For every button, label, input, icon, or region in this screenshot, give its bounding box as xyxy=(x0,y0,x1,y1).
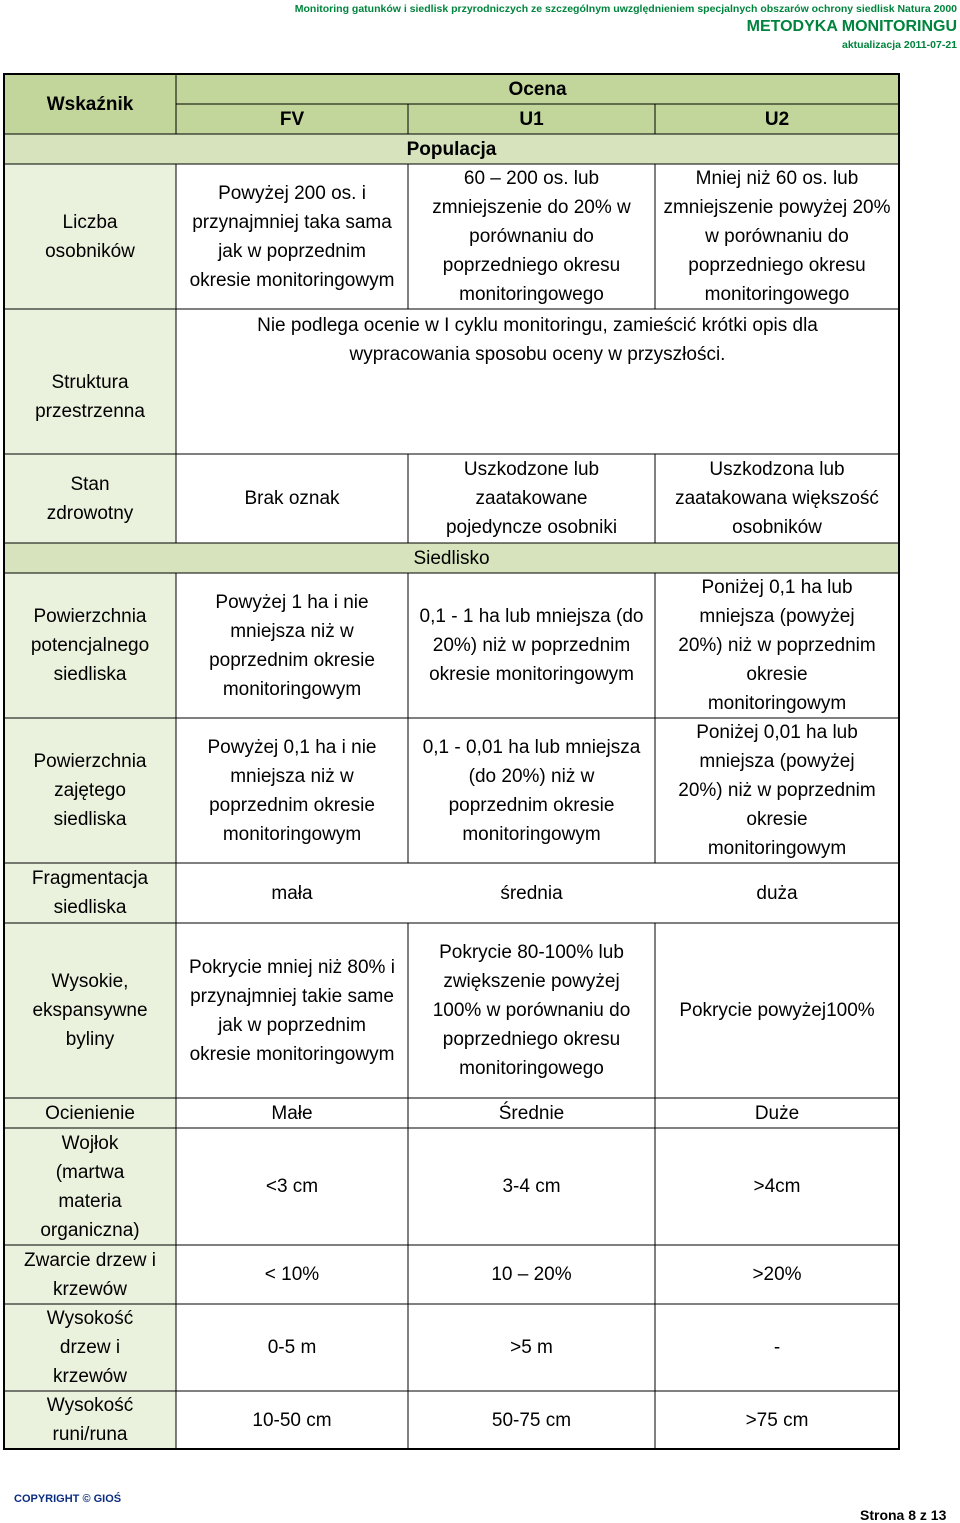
row-label-liczba-osobnikow: Liczba osobników xyxy=(4,164,176,309)
fragmentacja-fv: mała xyxy=(271,882,313,904)
pow-zaj-u2: Poniżej 0,01 ha lub mniejsza (powyżej 20%) niż w poprzednim okresie monitoringowym xyxy=(678,722,876,859)
fragmentacja-u2: duża xyxy=(756,882,798,904)
wys-drzew-fv: 0-5 m xyxy=(267,1337,317,1358)
ocienienie-u1: Średnie xyxy=(498,1102,565,1124)
stan-fv: Brak oznak xyxy=(244,488,340,509)
header-u2: U2 xyxy=(655,104,899,134)
row-label-powierzchnia-potencjalnego: Powierzchnia potencjalnego siedliska xyxy=(4,573,176,718)
header-ocena: Ocena xyxy=(176,74,899,104)
zwarcie-u1: 10 – 20% xyxy=(491,1264,572,1285)
ocienienie-fv: Małe xyxy=(271,1102,313,1124)
stan-u1: Uszkodzone lub zaatakowane pojedyncze osobniki xyxy=(445,459,618,538)
ocienienie-u2: Duże xyxy=(754,1102,800,1124)
section-populacja: Populacja xyxy=(4,134,899,164)
byliny-fv: Pokrycie mniej niż 80% i przynajmniej takie same jak w poprzednim okresie monitoringowym xyxy=(189,956,395,1065)
footer-page-number: Strona 8 z 13 xyxy=(860,1507,947,1523)
row-label-wojlok: Wojłok (martwa materia organiczna) xyxy=(4,1128,176,1245)
wys-runi-u1: 50-75 cm xyxy=(491,1409,572,1431)
wojlok-fv: <3 cm xyxy=(265,1176,319,1197)
struktura-text: Nie podlega ocenie w I cyklu monitoringu, zamieścić krótki opis dla wypracowania sposobu oceny w przyszłości. xyxy=(257,315,818,365)
row-label-byliny: Wysokie, ekspansywne byliny xyxy=(4,923,176,1098)
wojlok-u2: >4cm xyxy=(753,1176,801,1197)
row-label-fragmentacja: Fragmentacja siedliska xyxy=(4,863,176,923)
wys-runi-u2: >75 cm xyxy=(745,1409,809,1431)
pow-zaj-u1: 0,1 - 0,01 ha lub mniejsza (do 20%) niż w poprzednim okresie monitoringowym xyxy=(422,736,641,845)
liczba-u1: 60 – 200 os. lub zmniejszenie do 20% w porównaniu do poprzedniego okresu monitoringowego xyxy=(432,168,631,305)
pow-pot-u1: 0,1 - 1 ha lub mniejsza (do 20%) niż w poprzednim okresie monitoringowym xyxy=(419,606,644,685)
pow-pot-fv: Powyżej 1 ha i nie mniejsza niż w poprzednim okresie monitoringowym xyxy=(209,591,375,700)
header-wskaznik: Wskaźnik xyxy=(4,74,176,134)
row-label-zwarcie: Zwarcie drzew i krzewów xyxy=(4,1245,176,1304)
zwarcie-fv: < 10% xyxy=(264,1264,320,1285)
stan-u2: Uszkodzona lub zaatakowana większość osobników xyxy=(675,459,879,538)
row-label-stan-zdrowotny: Stan zdrowotny xyxy=(4,454,176,543)
header-methodology: METODYKA MONITORINGU xyxy=(746,18,957,35)
pow-pot-u2: Poniżej 0,1 ha lub mniejsza (powyżej 20%) niż w poprzednim okresie monitoringowym xyxy=(678,577,876,714)
header-title: Monitoring gatunków i siedlisk przyrodniczych ze szczególnym uwzględnieniem specjalnych obszarów ochrony siedlisk Natura 2000 xyxy=(294,3,957,15)
wys-runi-fv: 10-50 cm xyxy=(252,1409,332,1431)
byliny-u2: Pokrycie powyżej100% xyxy=(679,1000,875,1021)
wys-drzew-u1: >5 m xyxy=(510,1337,553,1358)
row-label-struktura-przestrzenna: Struktura przestrzenna xyxy=(4,309,176,454)
section-siedlisko: Siedlisko xyxy=(4,543,899,573)
footer-copyright: COPYRIGHT © GIOŚ xyxy=(14,1493,122,1505)
header-u1: U1 xyxy=(408,104,655,134)
liczba-u2: Mniej niż 60 os. lub zmniejszenie powyżej 20% w porównaniu do poprzedniego okresu monitoringowego xyxy=(663,168,891,305)
fragmentacja-u1: średnia xyxy=(500,882,563,904)
row-label-wysokosc-runi: Wysokość runi/runa xyxy=(4,1391,176,1449)
byliny-u1: Pokrycie 80-100% lub zwiększenie powyżej 100% w porównaniu do poprzedniego okresu monitoringowego xyxy=(432,942,631,1079)
zwarcie-u2: >20% xyxy=(752,1264,802,1285)
header-update-date: aktualizacja 2011-07-21 xyxy=(842,39,957,51)
header-fv: FV xyxy=(176,104,408,134)
row-label-ocienienie: Ocienienie xyxy=(4,1098,176,1128)
wys-drzew-u2: - xyxy=(773,1337,781,1358)
wojlok-u1: 3-4 cm xyxy=(502,1176,561,1197)
row-label-powierzchnia-zajetego: Powierzchnia zajętego siedliska xyxy=(4,718,176,863)
row-label-wysokosc-drzew: Wysokość drzew i krzewów xyxy=(4,1304,176,1391)
liczba-fv: Powyżej 200 os. i przynajmniej taka sama jak w poprzednim okresie monitoringowym xyxy=(189,182,395,291)
pow-zaj-fv: Powyżej 0,1 ha i nie mniejsza niż w poprzednim okresie monitoringowym xyxy=(207,736,377,845)
